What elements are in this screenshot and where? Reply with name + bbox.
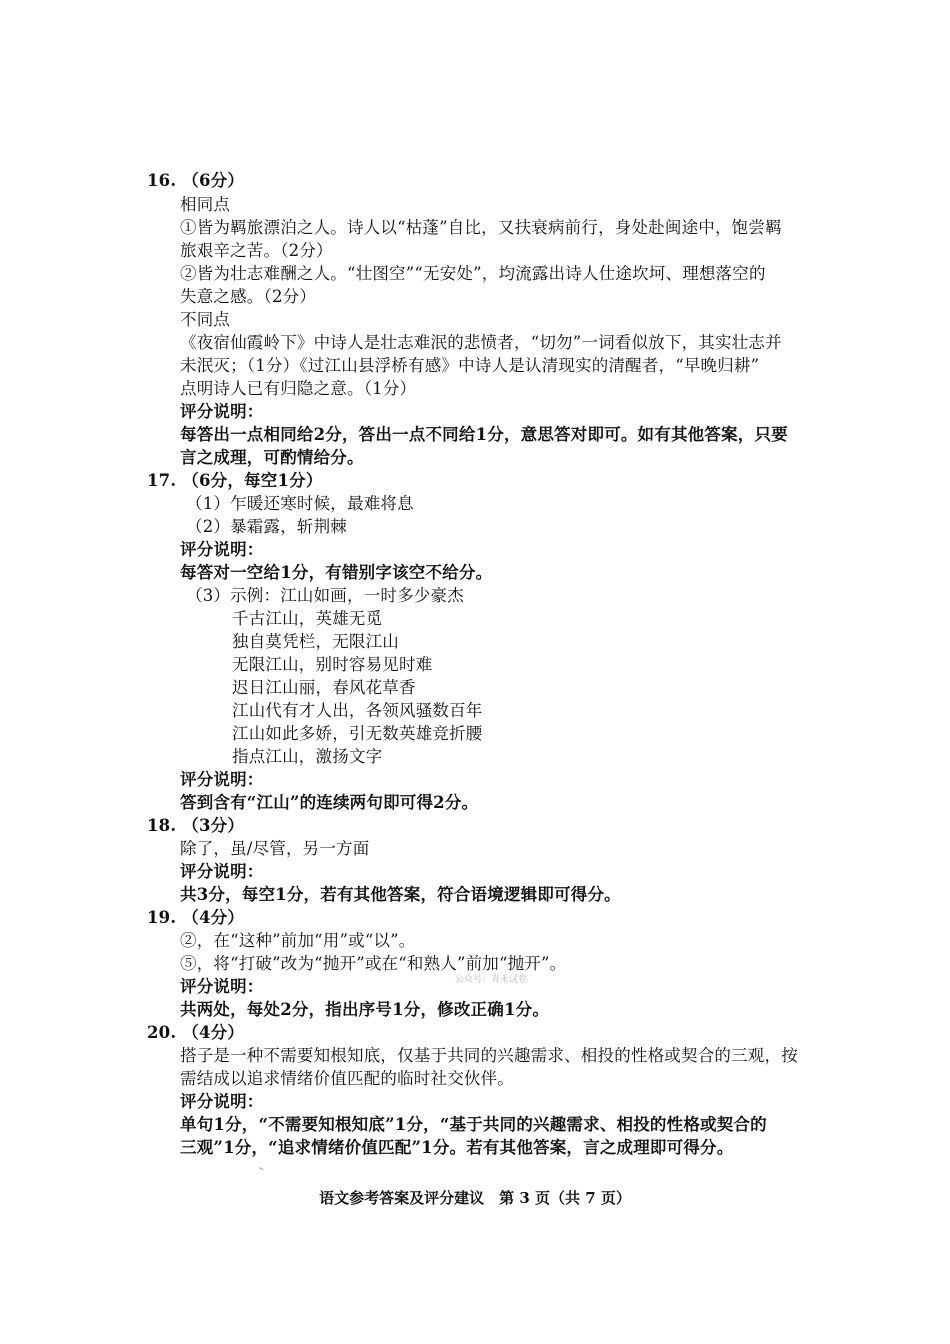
q20-heading [147,1022,244,1044]
q17-rule2: 答到含有“江山”的连续两句即可得2分。 [180,793,479,812]
q19-answer-1: ②，在“这种”前加“用”或“以”。 [180,931,416,950]
q16-points: （6分） [182,171,245,190]
q20-rule-a: 单句1分，“不需要知根知底”1分，“基于共同的兴趣需求、相投的性格或契合的 [180,1115,767,1134]
page-footer: 语文参考答案及评分建议 第 3 页（共 7 页） [319,1189,631,1207]
q18-rule-label: 评分说明： [180,862,264,881]
q19-rule-label: 评分说明： [180,977,264,996]
q19-points: （4分） [182,908,245,927]
q17-rule-label: 评分说明： [180,540,264,559]
q20-rule-label: 评分说明： [180,1092,264,1111]
q16-heading [147,170,244,192]
q16-rule-a: 每答出一点相同给2分，答出一点不同给1分，意思答对即可。如有其他答案，只要 [180,425,788,444]
q17-example: 无限江山，别时容易见时难 [232,655,433,674]
q18-points: （3分） [182,816,245,835]
q19-number: 19. [147,908,177,927]
q17-rule2-label: 评分说明： [180,770,264,789]
q17-item-3: （3）示例：江山如画，一时多少豪杰 [186,586,464,605]
q18-number: 18. [147,816,177,835]
q19-rule: 共两处，每处2分，指出序号1分，修改正确1分。 [180,1000,550,1019]
q20-number: 20. [147,1023,177,1042]
q20-answer-a: 搭子是一种不需要知根知底，仅基于共同的兴趣需求、相投的性格或契合的三观，按 [180,1046,798,1065]
q16-diff-heading: 不同点 [180,310,231,329]
q17-rule: 每答对一空给1分，有错别字该空不给分。 [180,563,493,582]
q16-diff-a: 《夜宿仙霞岭下》中诗人是壮志难泯的悲愤者，“切勿”一词看似放下，其实壮志并 [180,333,782,352]
q17-item-1: （1）乍暖还寒时候，最难将息 [186,494,414,513]
q17-heading [147,470,323,492]
q19-heading [147,907,244,929]
q17-number: 17. [147,471,177,490]
q16-number: 16. [147,171,177,190]
q17-example: 江山如此多娇，引无数英雄竞折腰 [232,724,483,743]
q17-example: 独自莫凭栏，无限江山 [232,632,399,651]
q20-rule-b: 三观”1分，“追求情绪价值匹配”1分。若有其他答案，言之成理即可得分。 [180,1138,734,1157]
q16-rule-label: 评分说明： [180,402,264,421]
q16-same-2b: 失意之感。（2分） [180,287,317,306]
q19-answer-2: ⑤，将“打破”改为“抛开”或在“和熟人”前加“抛开”。 [180,954,567,973]
q20-answer-b: 需结成以追求情绪价值匹配的临时社交伙伴。 [180,1069,514,1088]
q16-same-1a: ①皆为羁旅漂泊之人。诗人以“枯蓬”自比，又扶衰病前行，身处赴闽途中，饱尝羁 [180,218,782,237]
q16-rule-b: 言之成理，可酌情给分。 [180,448,364,467]
q17-points: （6分，每空1分） [182,471,323,490]
q18-rule: 共3分，每空1分，若有其他答案，符合语境逻辑即可得分。 [180,885,621,904]
q17-example: 千古江山，英雄无觅 [232,609,383,628]
q16-same-1b: 旅艰辛之苦。（2分） [180,241,333,260]
watermark: 公众号：青禾试卷 [455,975,528,985]
q16-diff-b: 未泯灭；（1分）《过江山县浮桥有感》中诗人是认清现实的清醒者，“早晚归耕” [180,356,760,375]
q17-example: 指点江山，激扬文字 [232,747,383,766]
q17-item-2: （2）暴霜露，斩荆棘 [186,517,347,536]
q16-same-heading: 相同点 [180,195,231,214]
q18-answer: 除了，虽/尽管，另一方面 [180,839,370,858]
q17-example: 迟日江山丽，春风花草香 [232,678,416,697]
stray-mark [257,1167,263,1173]
q20-points: （4分） [182,1023,245,1042]
q16-diff-c: 点明诗人已有归隐之意。（1分） [180,379,417,398]
q17-example: 江山代有才人出，各领风骚数百年 [232,701,483,720]
q16-same-2a: ②皆为壮志难酬之人。“壮图空”“无安处”，均流露出诗人仕途坎坷、理想落空的 [180,264,766,283]
q18-heading [147,815,244,837]
